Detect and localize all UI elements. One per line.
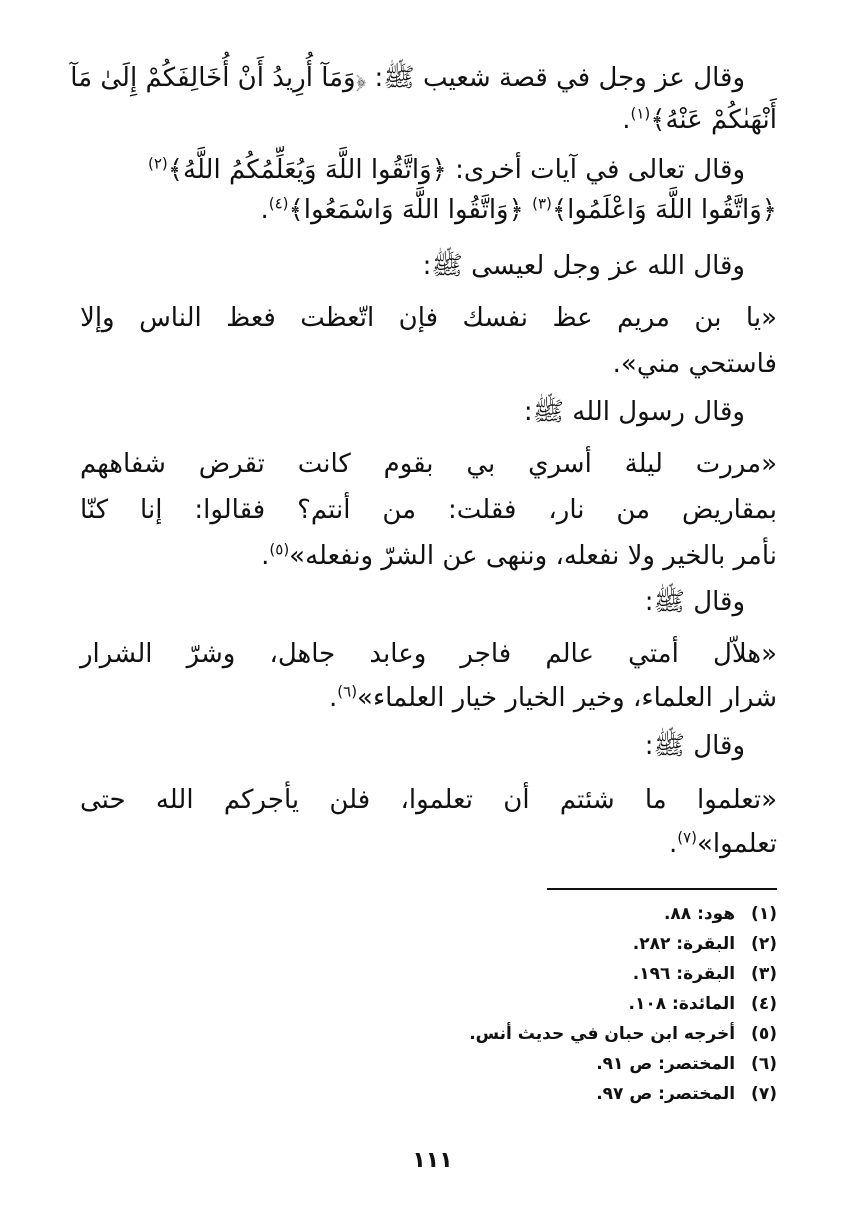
footnote-2: (٢) البقرة: ٢٨٢. — [632, 934, 777, 954]
page-number: ١١١ — [412, 1148, 453, 1173]
footnote-ref-4: (٤) — [268, 194, 289, 213]
footnote-5: (٥) أخرجه ابن حبان في حديث أنس. — [469, 1024, 777, 1044]
body-line-12: وقال ﷺ: — [644, 587, 745, 617]
body-line-1: وقال عز وجل في قصة شعيب ﷺ: ﴿وَمَآ أُرِيدُ أَنْ أُخَالِفَكُمْ إِلَىٰ مَآ — [70, 63, 745, 93]
footnote-ref-3: (٣) — [532, 194, 552, 213]
body-line-11: نأمر بالخير ولا نفعله، وننهى عن الشرّ ونفعله»$^{(٥)}$. — [261, 540, 777, 571]
footnote-ref-6: (٦) — [337, 682, 358, 701]
footnote-7: (٧) المختصر: ص ٩٧. — [596, 1084, 777, 1104]
body-line-3: وقال تعالى في آيات أخرى: ﴿وَاتَّقُوا اللَّهَ وَيُعَلِّمُكُمُ اللَّهُ﴾$^{(٢)}$ — [147, 154, 745, 185]
footnote-ref-2: (٢) — [147, 154, 168, 173]
footnote-1: (١) هود: ٨٨. — [663, 904, 777, 924]
body-line-13: «هلاّل أمتي عالم فاجر وعابد جاهل، وشرّ الشرار — [80, 639, 777, 669]
body-line-15: وقال ﷺ: — [644, 731, 745, 761]
body-line-5: وقال الله عز وجل لعيسى ﷺ: — [422, 251, 745, 281]
footnote-ref-5: (٥) — [269, 540, 290, 559]
footnote-4: (٤) المائدة: ١٠٨. — [628, 994, 777, 1014]
body-line-4: ﴿وَاتَّقُوا اللَّهَ وَاعْلَمُوا﴾$^{(٣)}$ ﴿وَاتَّقُوا اللَّهَ وَاسْمَعُوا﴾$^{(٤)}$. — [260, 194, 777, 225]
body-line-16: «تعلموا ما شئتم أن تعلموا، فلن يأجركم الله حتى — [80, 785, 777, 815]
footnote-separator — [547, 888, 777, 890]
body-line-10: بمقاريض من نار، فقلت: من أنتم؟ فقالوا: إنا كنّا — [80, 495, 777, 525]
body-line-7: فاستحي مني». — [612, 349, 777, 379]
body-line-6: «يا بن مريم عظ نفسك فإن اتّعظت فعظ الناس وإلا — [80, 303, 777, 333]
footnote-6: (٦) المختصر: ص ٩١. — [596, 1054, 777, 1074]
body-line-8: وقال رسول الله ﷺ: — [523, 397, 745, 427]
footnote-ref-1: (١) — [630, 104, 651, 123]
body-line-17: تعلموا»$^{(٧)}$. — [668, 828, 777, 859]
body-line-2: أَنْهَىٰكُمْ عَنْهُ﴾$^{(١)}$. — [622, 104, 777, 135]
body-line-14: شرار العلماء، وخير الخيار خيار العلماء»$^{(٦)}$. — [329, 682, 777, 713]
footnote-3: (٣) البقرة: ١٩٦. — [632, 964, 777, 984]
footnote-ref-7: (٧) — [677, 828, 698, 847]
body-line-9: «مررت ليلة أسري بي بقوم كانت تقرض شفاههم — [80, 449, 777, 479]
